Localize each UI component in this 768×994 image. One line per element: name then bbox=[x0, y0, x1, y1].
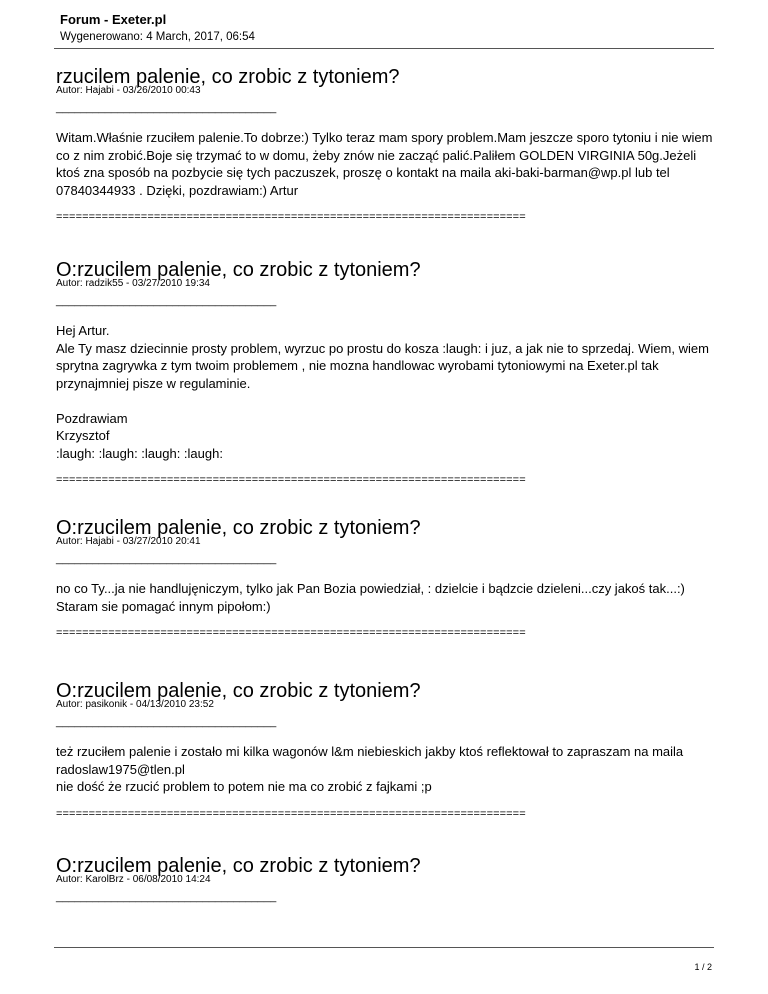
post-text: Hej Artur. bbox=[56, 323, 110, 338]
post-title: O:rzucilem palenie, co zrobic z tytoniem? bbox=[56, 259, 421, 281]
post-text: Krzysztof bbox=[56, 428, 110, 443]
post-end-separator: ======================================================================== bbox=[56, 211, 526, 223]
header-title: Forum - Exeter.pl bbox=[60, 12, 167, 27]
post-author: Autor: Hajabi - 03/27/2010 20:41 bbox=[56, 536, 201, 547]
post-text: Pozdrawiam bbox=[56, 410, 128, 426]
post-end-separator: ======================================================================== bbox=[56, 808, 526, 820]
post-separator: ____________________________________ bbox=[56, 102, 277, 114]
post-title: rzucilem palenie, co zrobic z tytoniem? bbox=[56, 66, 400, 88]
page-number: 1 / 2 bbox=[694, 962, 712, 972]
post-text: no co Ty...ja nie handlujęniczym, tylko jak Pan Bozia powiedział, : dzielcie i bądzcie dzieleni...czy jakoś tak...:) Staram sie pomagać innym pipołom:) bbox=[56, 581, 685, 614]
post-author: Autor: KarolBrz - 06/08/2010 14:24 bbox=[56, 874, 211, 885]
post-title: O:rzucilem palenie, co zrobic z tytoniem? bbox=[56, 680, 421, 702]
post-separator: ____________________________________ bbox=[56, 553, 277, 565]
post-text: Ale Ty masz dziecinnie prosty problem, wyrzuc po prostu do kosza :laugh: i juz, a jak nie to sprzedaj. Wiem, wiem sprytna zagrywka z tym twoim problemem , nie mozna handlowac wyrobami tytoniowymi na Exeter.pl tak przynajmniej pisze w regulaminie. bbox=[56, 340, 709, 391]
post-author: Autor: radzik55 - 03/27/2010 19:34 bbox=[56, 278, 210, 289]
post-body bbox=[56, 580, 716, 615]
post-title: O:rzucilem palenie, co zrobic z tytoniem? bbox=[56, 517, 421, 539]
post-separator: ____________________________________ bbox=[56, 716, 277, 728]
footer-divider bbox=[54, 947, 714, 948]
header-divider bbox=[54, 48, 714, 49]
post-title: O:rzucilem palenie, co zrobic z tytoniem? bbox=[56, 855, 421, 877]
post-body bbox=[56, 743, 716, 796]
post-body bbox=[56, 322, 716, 462]
paragraph-gap bbox=[56, 392, 716, 410]
post-text: Witam.Właśnie rzuciłem palenie.To dobrze:) Tylko teraz mam spory problem.Mam jeszcze sporo tytoniu i nie wiem co z nim zrobić.Boje się trzymać to w domu, żeby znów nie zacząć palić.Paliłem GOLDEN VIRGINIA 50g.Jeżeli ktoś zna sposób na pozbycie się tych paczuszek, proszę o kontakt na maila aki-baki-barman@wp.pl lub tel 07840344933 . Dzięki, pozdrawiam:) Artur bbox=[56, 130, 713, 198]
post-separator: ____________________________________ bbox=[56, 891, 277, 903]
post-text: też rzuciłem palenie i zostało mi kilka wagonów l&m niebieskich jakby ktoś reflektował to zapraszam na maila radoslaw1975@tlen.pl bbox=[56, 744, 684, 777]
post-body bbox=[56, 129, 716, 199]
post-author: Autor: pasikonik - 04/13/2010 23:52 bbox=[56, 699, 214, 710]
post-text: nie dość że rzucić problem to potem nie ma co zrobić z fajkami ;p bbox=[56, 779, 432, 794]
post-end-separator: ======================================================================== bbox=[56, 627, 526, 639]
post-author: Autor: Hajabi - 03/26/2010 00:43 bbox=[56, 85, 201, 96]
post-text: :laugh: :laugh: :laugh: :laugh: bbox=[56, 445, 223, 461]
generated-date: Wygenerowano: 4 March, 2017, 06:54 bbox=[60, 31, 255, 43]
post-end-separator: ======================================================================== bbox=[56, 474, 526, 486]
post-separator: ____________________________________ bbox=[56, 295, 277, 307]
